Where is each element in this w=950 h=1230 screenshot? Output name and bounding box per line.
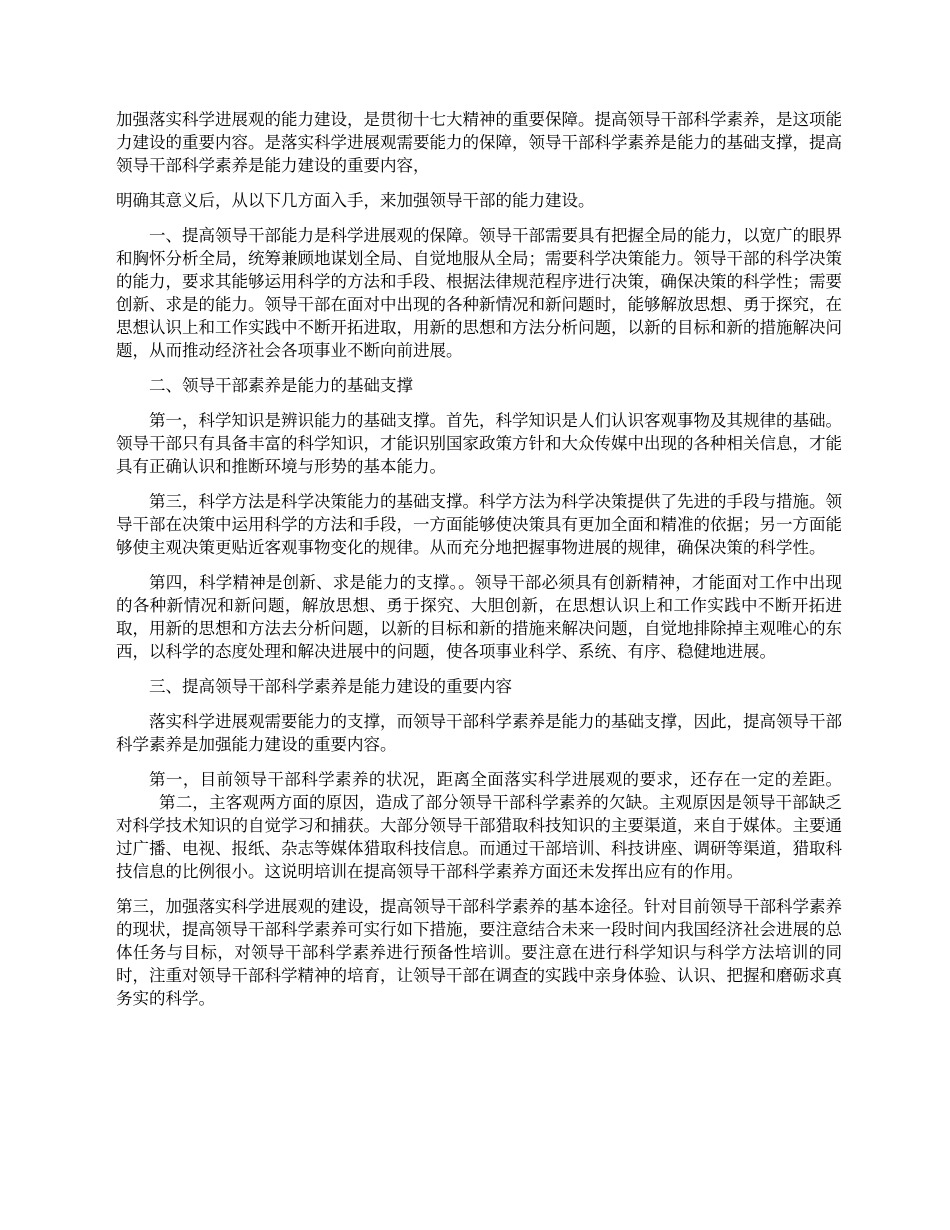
paragraph-status-and-causes [116,768,842,883]
paragraph-status-text: 第一，目前领导干部科学素养的状况，距离全面落实科学进展观的要求，还存在一定的差距。 [149,770,842,789]
paragraph-section-one: 一、提高领导干部能力是科学进展观的保障。领导干部需要具有把握全局的能力，以宽广的眼界和胸怀分析全局，统筹兼顾地谋划全局、自觉地服从全局；需要科学决策能力。领导干部的科学决策的能力，要求其能够运用科学的方法和手段、根据法律规范程序进行决策，确保决策的科学性；需要创新、求是的能力。领导干部在面对中出现的各种新情况和新问题时，能够解放思想、勇于探究，在思想认识上和工作实践中不断开拓进取，用新的思想和方法分析问题，以新的目标和新的措施解决问题，从而推动经济社会各项事业不断向前进展。 [116,226,842,360]
paragraph-approach-measures: 第三，加强落实科学进展观的建设，提高领导干部科学素养的基本途径。针对目前领导干部科学素养的现状，提高领导干部科学素养可实行如下措施，要注意结合未来一段时间内我国经济社会进展的总体任务与目标，对领导干部科学素养进行预备性培训。要注意在进行科学知识与科学方法培训的同时，注重对领导干部科学精神的培育，让领导干部在调查的实践中亲身体验、认识、把握和磨砺求真务实的科学。 [116,897,842,1008]
paragraph-knowledge: 第一，科学知识是辨识能力的基础支撑。首先，科学知识是人们认识客观事物及其规律的基础。领导干部只有具备丰富的科学知识，才能识别国家政策方针和大众传媒中出现的各种相关信息，才能具有正确认识和推断环境与形势的基本能力。 [116,411,842,476]
document-body [116,108,842,1022]
paragraph-approach: 明确其意义后，从以下几方面入手，来加强领导干部的能力建设。 [116,191,595,210]
paragraph-causes-text: 第二，主客观两方面的原因，造成了部分领导干部科学素养的欠缺。主观原因是领导干部缺乏对科学技术知识的自觉学习和捕获。大部分领导干部猎取科技知识的主要渠道，来自于媒体。主要通过广播、电视、报纸、杂志等媒体猎取科技信息。而通过干部培训、科技讲座、调研等渠道，猎取科技信息的比例很小。这说明培训在提高领导干部科学素养方面还未发挥出应有的作用。 [116,793,842,881]
paragraph-intro: 加强落实科学进展观的能力建设，是贯彻十七大精神的重要保障。提高领导干部科学素养，是这项能力建设的重要内容。是落实科学进展观需要能力的保障，领导干部科学素养是能力的基础支撑，提高领导干部科学素养是能力建设的重要内容， [116,110,842,175]
section-heading-three: 三、提高领导干部科学素养是能力建设的重要内容 [149,677,512,696]
paragraph-spirit: 第四，科学精神是创新、求是能力的支撑。。领导干部必须具有创新精神，才能面对工作中出现的各种新情况和新问题，解放思想、勇于探究、大胆创新，在思想认识上和工作实践中不断开拓进取，用新的思想和方法去分析问题，以新的目标和新的措施来解决问题，自觉地排除掉主观唯心的东西，以科学的态度处理和解决进展中的问题，使各项事业科学、系统、有序、稳健地进展。 [116,573,842,661]
paragraph-method: 第三，科学方法是科学决策能力的基础支撑。科学方法为科学决策提供了先进的手段与措施。领导干部在决策中运用科学的方法和手段，一方面能够使决策具有更加全面和精准的依据；另一方面能够使主观决策更贴近客观事物变化的规律。从而充分地把握事物进展的规律，确保决策的科学性。 [116,492,842,557]
section-heading-two: 二、领导干部素养是能力的基础支撑 [149,376,413,395]
paragraph-support: 落实科学进展观需要能力的支撑，而领导干部科学素养是能力的基础支撑，因此，提高领导干部科学素养是加强能力建设的重要内容。 [116,712,842,754]
